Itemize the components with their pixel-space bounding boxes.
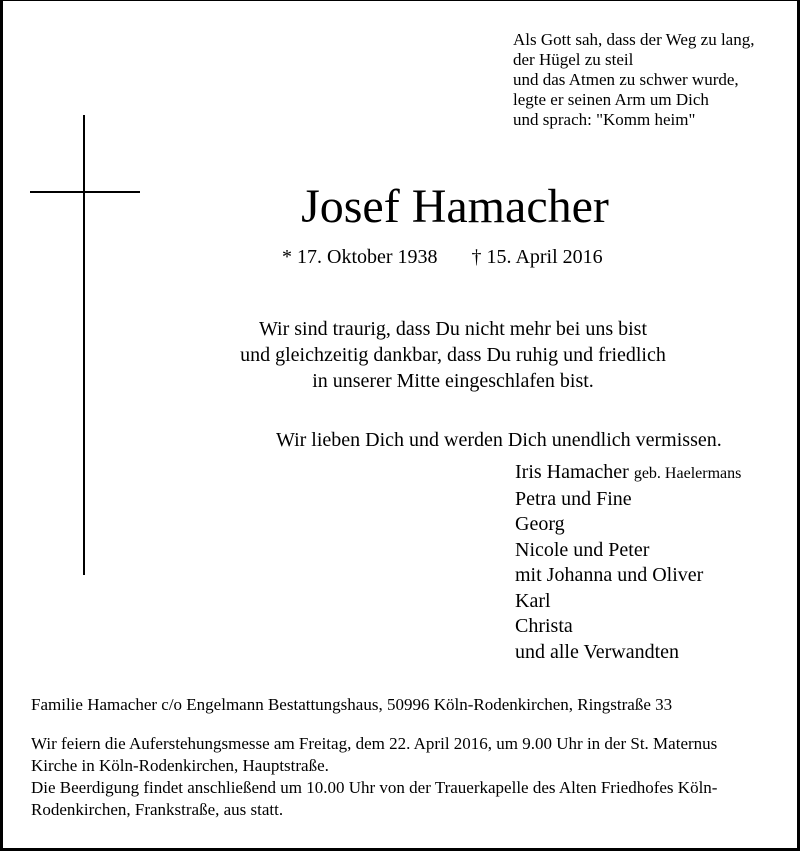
family-member: Karl [515,589,551,612]
family-member: Georg [515,513,565,535]
family-member: Nicole und Peter [515,538,650,561]
death-date: † 15. April 2016 [471,246,603,268]
poem-line: Als Gott sah, dass der Weg zu lang, [513,30,755,49]
condolence-message [0,316,800,394]
poem-line: der Hügel zu steil [513,50,634,69]
service-line: Rodenkirchen, Frankstraße, aus statt. [31,800,284,819]
family-member [515,460,741,487]
message-line: in unserer Mitte eingeschlafen bist. [312,370,594,392]
life-dates [282,244,603,270]
family-member-name: Iris Hamacher [515,461,629,483]
family-member: mit Johanna und Oliver [515,564,704,586]
deceased-name: Josef Hamacher [301,180,609,233]
poem [513,30,783,130]
family-member: und alle Verwandten [515,640,680,663]
contact-address: Familie Hamacher c/o Engelmann Bestattungshaus, 50996 Köln-Rodenkirchen, Ringstraße 33 [31,695,673,714]
service-line: Kirche in Köln-Rodenkirchen, Hauptstraße. [31,756,329,775]
service-info [31,733,776,821]
message-line: Wir sind traurig, dass Du nicht mehr bei uns bist [258,318,648,340]
family-member: Christa [515,615,573,637]
poem-line: und das Atmen zu schwer wurde, [513,70,739,89]
poem-line: legte er seinen Arm um Dich [513,90,709,109]
maiden-name-note: geb. Haelermans [633,465,742,482]
service-line: Wir feiern die Auferstehungsmesse am Freitag, dem 22. April 2016, um 9.00 Uhr in der St. Maternus [31,734,718,753]
service-line: Die Beerdigung findet anschließend um 10.00 Uhr von der Trauerkapelle des Alten Friedhofes Köln- [31,778,718,797]
family-member: Petra und Fine [515,487,632,510]
family-list [515,460,741,665]
poem-line: und sprach: "Komm heim" [513,110,696,129]
birth-date: * 17. Oktober 1938 [282,246,438,268]
closing-message: Wir lieben Dich und werden Dich unendlich vermissen. [276,429,722,451]
message-line: und gleichzeitig dankbar, dass Du ruhig und friedlich [240,344,666,366]
